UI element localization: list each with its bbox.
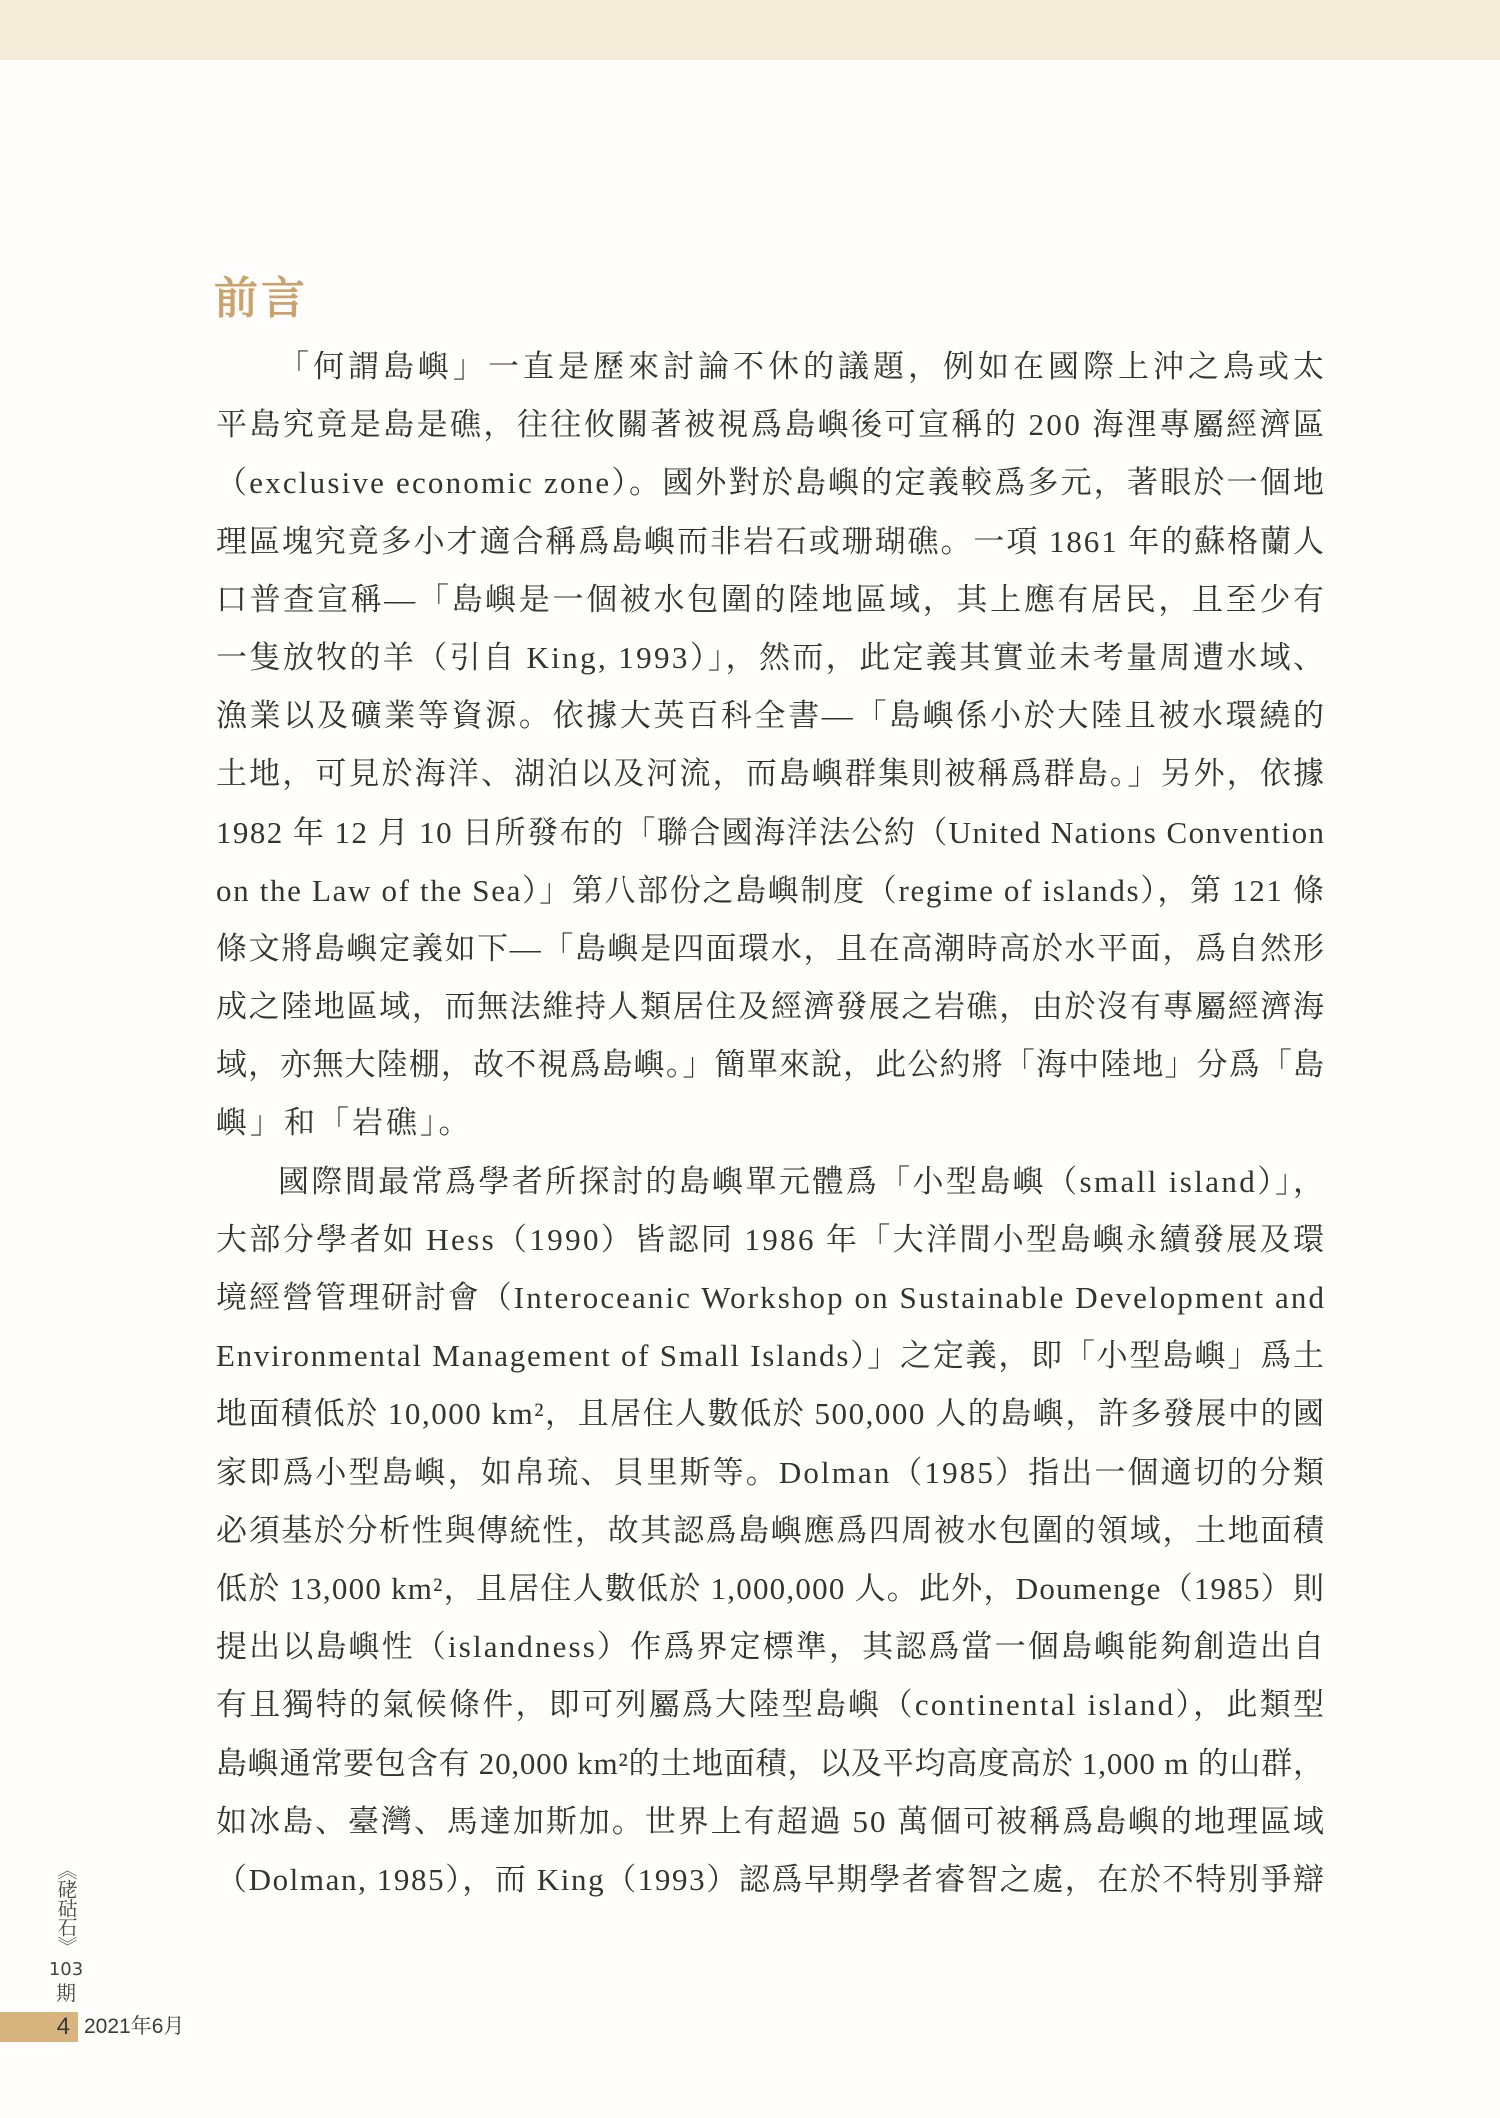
text-line: 必須基於分析性與傳統性，故其認爲島嶼應爲四周被水包圍的領域，土地面積: [216, 1512, 1326, 1548]
page-number: 4: [56, 2013, 70, 2040]
text-line: （exclusive economic zone）。國外對於島嶼的定義較爲多元，著眼於一個地: [216, 465, 1327, 501]
text-line: on the Law of the Sea）」第八部份之島嶼制度（regime of islands），第 121 條: [216, 872, 1326, 908]
article-body: [216, 338, 1328, 1909]
text-line: 域，亦無大陸棚，故不視爲島嶼。」簡單來說，此公約將「海中陸地」分爲「島: [216, 1047, 1326, 1083]
text-line: 漁業以及礦業等資源。依據大英百科全書—「島嶼係小於大陸且被水環繞的: [216, 698, 1327, 734]
text-line: 如冰島、臺灣、馬達加斯加。世界上有超過 50 萬個可被稱爲島嶼的地理區域: [216, 1803, 1326, 1839]
text-line: 成之陸地區域，而無法維持人類居住及經濟發展之岩礁，由於沒有專屬經濟海: [216, 989, 1326, 1025]
text-line: 平島究竟是島是礁，往往攸關著被視爲島嶼後可宣稱的 200 海浬專屬經濟區: [216, 407, 1327, 443]
text-line: 境經營管理研討會（Interoceanic Workshop on Sustainable Development and: [216, 1280, 1327, 1315]
publication-name: 《硓𥑮石》: [54, 1860, 78, 1955]
text-line: 家即爲小型島嶼，如帛琉、貝里斯等。Dolman（1985）指出一個適切的分類: [216, 1454, 1327, 1490]
text-line: Environmental Management of Small Islands）」之定義，即「小型島嶼」爲土: [216, 1338, 1326, 1374]
text-line: 條文將島嶼定義如下—「島嶼是四面環水，且在高潮時高於水平面，爲自然形: [216, 930, 1326, 966]
text-line: 嶼」和「岩礁」。: [216, 1105, 473, 1141]
text-line: 口普查宣稱—「島嶼是一個被水包圍的陸地區域，其上應有居民，且至少有: [216, 581, 1327, 617]
top-color-band: [0, 0, 1500, 60]
page-number-tab: [0, 2012, 78, 2042]
text-line: 理區塊究竟多小才適合稱爲島嶼而非岩石或珊瑚礁。一項 1861 年的蘇格蘭人: [216, 523, 1326, 559]
text-line: 低於 13,000 km²，且居住人數低於 1,000,000 人。此外，Doumenge（1985）則: [216, 1570, 1326, 1606]
text-line: 提出以島嶼性（islandness）作爲界定標準，其認爲當一個島嶼能夠創造出自: [216, 1629, 1327, 1665]
text-line: 地面積低於 10,000 km²，且居住人數低於 500,000 人的島嶼，許多發展中的國: [216, 1396, 1326, 1432]
text-line: 1982 年 12 月 10 日所發布的「聯合國海洋法公約（United Nations Convention: [216, 814, 1326, 850]
text-line: （Dolman, 1985），而 King（1993）認爲早期學者睿智之處，在於不特別爭辯: [216, 1861, 1326, 1897]
text-line: 「何謂島嶼」一直是歷來討論不休的議題，例如在國際上沖之鳥或太: [278, 349, 1328, 384]
issue-number: 103: [48, 1959, 84, 1980]
text-line: 土地，可見於海洋、湖泊以及河流，而島嶼群集則被稱爲群島。」另外，依據: [216, 756, 1327, 792]
text-line: 有且獨特的氣候條件，即可列屬爲大陸型島嶼（continental island），此類型: [216, 1687, 1327, 1723]
text-line: 國際間最常爲學者所探討的島嶼單元體爲「小型島嶼（small island）」，: [278, 1163, 1327, 1199]
issue-date: 2021年6月: [84, 2015, 185, 2038]
paragraph: [216, 338, 1328, 1153]
section-title: 前言: [214, 273, 308, 324]
paragraph: [216, 1153, 1327, 1909]
text-line: 島嶼通常要包含有 20,000 km²的土地面積，以及平均高度高於 1,000 m 的山群，: [216, 1745, 1325, 1781]
issue-suffix: 期: [56, 1981, 76, 2005]
publication-sidebar: [50, 1860, 82, 2005]
text-line: 一隻放牧的羊（引自 King, 1993）」，然而，此定義其實並未考量周遭水域、: [216, 639, 1327, 675]
text-line: 大部分學者如 Hess（1990）皆認同 1986 年「大洋間小型島嶼永續發展及環: [216, 1221, 1327, 1257]
